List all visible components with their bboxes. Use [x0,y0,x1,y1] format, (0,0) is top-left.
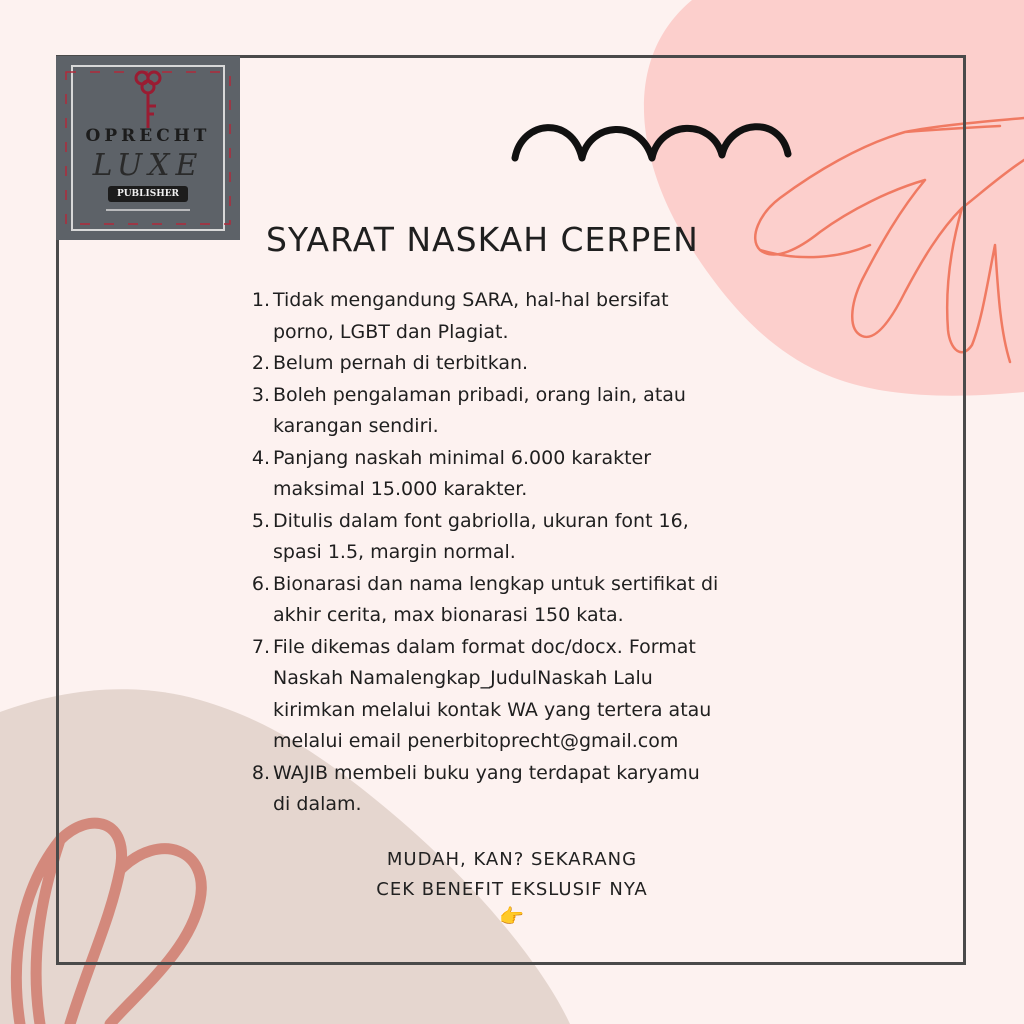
rule-text-line: akhir cerita, max bionarasi 150 kata. [273,604,624,626]
rule-text-line: WAJIB membeli buku yang terdapat karyamu [273,761,700,784]
logo-badge-publisher: PUBLISHER [108,186,188,202]
rule-item [248,380,788,443]
rule-number: 8. [251,761,270,784]
rule-item [248,285,788,348]
rule-number: 5. [251,509,270,532]
rule-text-line: melalui email penerbitoprecht@gmail.com [273,730,679,752]
rule-text-line: Naskah Namalengkap_JudulNaskah Lalu [273,667,653,689]
rule-number: 1. [251,289,270,311]
closing-line-2: CEK BENEFIT EKSLUSIF NYA [376,879,648,900]
rule-text-line: Belum pernah di terbitkan. [273,352,529,374]
rule-text-line: Boleh pengalaman pribadi, orang lain, atau [273,383,686,406]
rules-list [248,285,788,821]
rule-text-line: kirimkan melalui kontak WA yang tertera atau [273,698,712,721]
rule-number: 7. [251,635,270,658]
rule-number: 6. [251,572,270,595]
rule-text-line: Panjang naskah minimal 6.000 karakter [273,446,652,469]
rule-text-line: karangan sendiri. [273,415,439,437]
rule-number: 2. [251,352,270,374]
rule-item [248,758,788,821]
pointing-hand-icon: 👉 [499,904,525,928]
rule-text-line: di dalam. [273,793,362,815]
closing-line-1: MUDAH, KAN? SEKARANG [386,849,638,870]
rule-text-line: spasi 1.5, margin normal. [273,541,516,563]
rule-text-line: Tidak mengandung SARA, hal-hal bersifat [273,289,669,311]
rule-number: 3. [251,383,270,406]
rule-text-line: Ditulis dalam font gabriolla, ukuran font 16, [273,509,689,532]
rule-item [248,632,788,758]
publisher-logo [56,56,240,240]
rule-text-line: Bionarasi dan nama lengkap untuk sertifikat di [273,572,719,595]
key-icon [136,72,160,128]
logo-word-oprecht: OPRECHT [85,126,211,146]
rule-number: 4. [251,446,270,469]
rule-item [248,506,788,569]
rule-text-line: porno, LGBT dan Plagiat. [273,320,509,343]
rule-text-line: maksimal 15.000 karakter. [273,478,528,500]
rule-item [248,443,788,506]
rule-text-line: File dikemas dalam format doc/docx. Format [273,635,696,658]
closing-message [312,845,712,927]
rule-item [248,569,788,632]
logo-word-luxe: LUXE [92,148,204,183]
rule-item [248,348,788,380]
page-title: SYARAT NASKAH CERPEN [266,220,699,259]
